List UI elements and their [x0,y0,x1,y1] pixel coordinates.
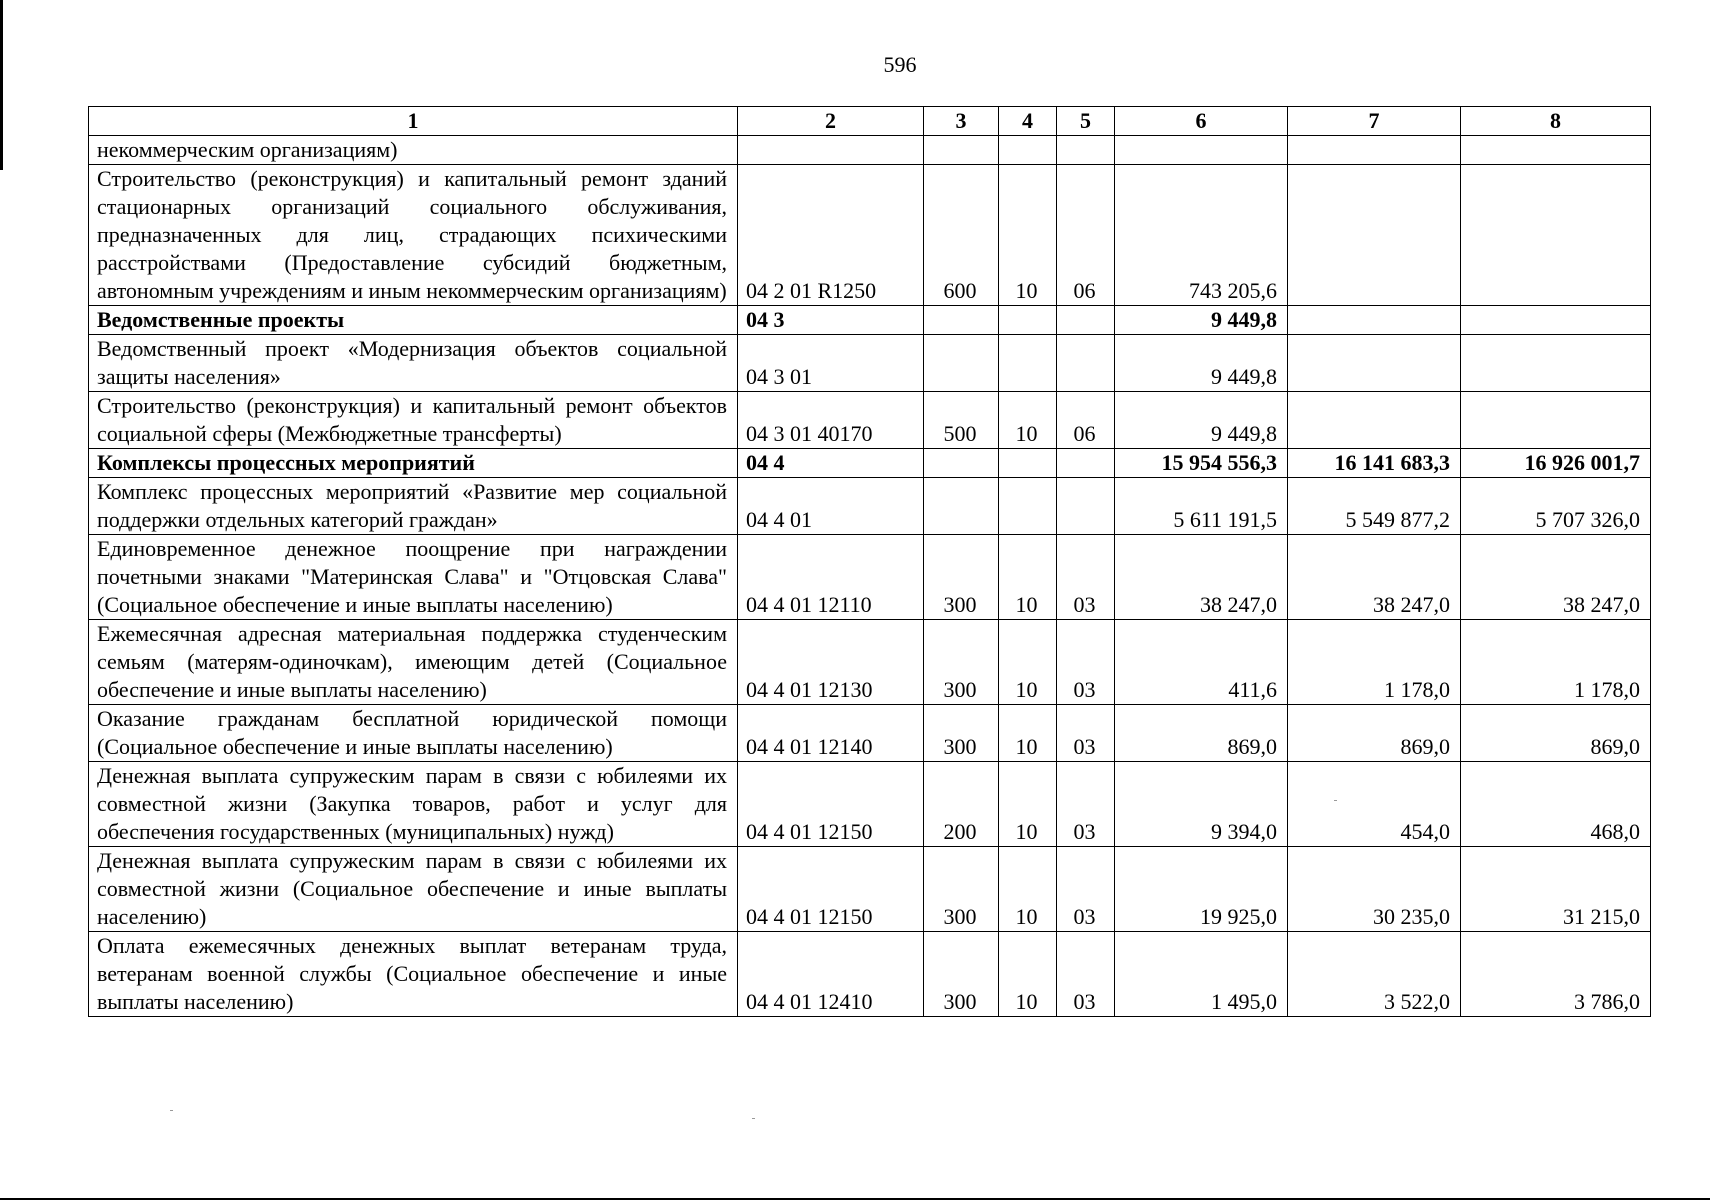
row-subsection: 03 [1057,705,1115,762]
row-subsection: 06 [1057,165,1115,306]
row-name: Комплекс процессных мероприятий «Развитие мер социальной поддержки отдельных категорий граждан» [89,478,738,535]
row-value-col8: 3 786,0 [1461,932,1651,1017]
row-expense-type: 300 [924,705,999,762]
row-expense-type [924,335,999,392]
row-subsection [1057,478,1115,535]
row-section: 10 [999,847,1057,932]
budget-table [88,106,1651,1017]
row-value-col7: 3 522,0 [1288,932,1461,1017]
table-row [89,165,1651,306]
row-value-col6: 411,6 [1115,620,1288,705]
row-value-col6: 9 449,8 [1115,335,1288,392]
row-subsection [1057,449,1115,478]
scan-edge [0,0,3,170]
row-section: 10 [999,705,1057,762]
row-section: 10 [999,392,1057,449]
row-code: 04 2 01 R1250 [738,165,924,306]
row-value-col8 [1461,306,1651,335]
row-value-col6: 9 394,0 [1115,762,1288,847]
table-row [89,306,1651,335]
row-value-col6: 9 449,8 [1115,306,1288,335]
table-row [89,762,1651,847]
row-name: Комплексы процессных мероприятий [89,449,738,478]
row-value-col7: 869,0 [1288,705,1461,762]
row-value-col7 [1288,335,1461,392]
table-body [89,136,1651,1017]
row-value-col8: 468,0 [1461,762,1651,847]
row-code: 04 3 [738,306,924,335]
row-value-col8: 38 247,0 [1461,535,1651,620]
table-row [89,478,1651,535]
column-header: 1 [89,107,738,136]
row-name: Оказание гражданам бесплатной юридической помощи (Социальное обеспечение и иные выплаты населению) [89,705,738,762]
row-subsection: 03 [1057,620,1115,705]
row-value-col8: 869,0 [1461,705,1651,762]
row-name: Ежемесячная адресная материальная поддержка студенческим семьям (матерям-одиночкам), имеющим детей (Социальное обеспечение и иные выплаты населению) [89,620,738,705]
row-name: Денежная выплата супружеским парам в связи с юбилеями их совместной жизни (Закупка товаров, работ и услуг для обеспечения государственных (муниципальных) нужд) [89,762,738,847]
row-subsection: 03 [1057,535,1115,620]
row-value-col6: 19 925,0 [1115,847,1288,932]
column-header: 6 [1115,107,1288,136]
table-row [89,449,1651,478]
row-value-col8 [1461,165,1651,306]
column-header: 7 [1288,107,1461,136]
column-header: 8 [1461,107,1651,136]
table-row [89,705,1651,762]
row-name: Ведомственные проекты [89,306,738,335]
row-value-col6: 5 611 191,5 [1115,478,1288,535]
table-row [89,847,1651,932]
header-row [89,107,1651,136]
row-name: Ведомственный проект «Модернизация объектов социальной защиты населения» [89,335,738,392]
row-value-col6: 743 205,6 [1115,165,1288,306]
row-expense-type: 600 [924,165,999,306]
row-subsection: 03 [1057,847,1115,932]
row-name: Денежная выплата супружеским парам в связи с юбилеями их совместной жизни (Социальное обеспечение и иные выплаты населению) [89,847,738,932]
row-value-col7 [1288,165,1461,306]
scan-speck [170,1110,173,1111]
row-section: 10 [999,762,1057,847]
row-expense-type: 500 [924,392,999,449]
row-value-col7: 454,0 [1288,762,1461,847]
row-section: 10 [999,165,1057,306]
row-section [999,335,1057,392]
row-subsection [1057,136,1115,165]
column-header: 2 [738,107,924,136]
row-name: Оплата ежемесячных денежных выплат ветеранам труда, ветеранам военной службы (Социальное обеспечение и иные выплаты населению) [89,932,738,1017]
row-section: 10 [999,620,1057,705]
row-code: 04 4 01 12410 [738,932,924,1017]
row-expense-type [924,449,999,478]
row-expense-type [924,478,999,535]
row-code [738,136,924,165]
row-value-col6: 1 495,0 [1115,932,1288,1017]
row-value-col6: 9 449,8 [1115,392,1288,449]
column-header: 3 [924,107,999,136]
row-subsection: 03 [1057,762,1115,847]
row-code: 04 4 01 12110 [738,535,924,620]
table-row [89,620,1651,705]
scan-speck [752,1118,755,1119]
row-value-col8: 31 215,0 [1461,847,1651,932]
page-number: 596 [883,52,917,77]
row-section [999,136,1057,165]
column-header: 4 [999,107,1057,136]
row-value-col7: 5 549 877,2 [1288,478,1461,535]
row-value-col7 [1288,136,1461,165]
row-value-col7 [1288,306,1461,335]
row-section [999,306,1057,335]
table-row [89,335,1651,392]
row-value-col7: 30 235,0 [1288,847,1461,932]
row-value-col7: 16 141 683,3 [1288,449,1461,478]
row-subsection: 06 [1057,392,1115,449]
row-value-col8: 16 926 001,7 [1461,449,1651,478]
row-expense-type: 300 [924,620,999,705]
row-code: 04 4 01 12150 [738,847,924,932]
row-section [999,449,1057,478]
table-row [89,392,1651,449]
row-section: 10 [999,535,1057,620]
row-subsection [1057,306,1115,335]
row-code: 04 4 [738,449,924,478]
row-expense-type: 200 [924,762,999,847]
row-value-col7: 38 247,0 [1288,535,1461,620]
row-code: 04 4 01 12150 [738,762,924,847]
row-code: 04 3 01 40170 [738,392,924,449]
table-row [89,932,1651,1017]
table-row [89,136,1651,165]
table-row [89,535,1651,620]
row-value-col8: 5 707 326,0 [1461,478,1651,535]
row-expense-type [924,136,999,165]
row-code: 04 4 01 12140 [738,705,924,762]
row-value-col6: 15 954 556,3 [1115,449,1288,478]
row-value-col6 [1115,136,1288,165]
row-name: Строительство (реконструкция) и капитальный ремонт объектов социальной сферы (Межбюджетные трансферты) [89,392,738,449]
row-value-col7: 1 178,0 [1288,620,1461,705]
row-value-col6: 869,0 [1115,705,1288,762]
row-section: 10 [999,932,1057,1017]
row-value-col6: 38 247,0 [1115,535,1288,620]
row-expense-type [924,306,999,335]
row-value-col8: 1 178,0 [1461,620,1651,705]
row-name: Единовременное денежное поощрение при награждении почетными знаками "Материнская Слава" и "Отцовская Слава" (Социальное обеспечение и иные выплаты населению) [89,535,738,620]
row-expense-type: 300 [924,847,999,932]
row-subsection: 03 [1057,932,1115,1017]
row-subsection [1057,335,1115,392]
row-section [999,478,1057,535]
row-expense-type: 300 [924,932,999,1017]
row-code: 04 3 01 [738,335,924,392]
row-code: 04 4 01 12130 [738,620,924,705]
row-expense-type: 300 [924,535,999,620]
row-name: некоммерческим организациям) [89,136,738,165]
row-name: Строительство (реконструкция) и капитальный ремонт зданий стационарных организаций социального обслуживания, предназначенных для лиц, страдающих психическими расстройствами (Предоставление субсидий бюджетным, автономным учреждениям и иным некоммерческим организациям) [89,165,738,306]
row-value-col8 [1461,136,1651,165]
scan-speck [1334,800,1337,801]
row-value-col7 [1288,392,1461,449]
row-value-col8 [1461,392,1651,449]
row-code: 04 4 01 [738,478,924,535]
column-header: 5 [1057,107,1115,136]
row-value-col8 [1461,335,1651,392]
